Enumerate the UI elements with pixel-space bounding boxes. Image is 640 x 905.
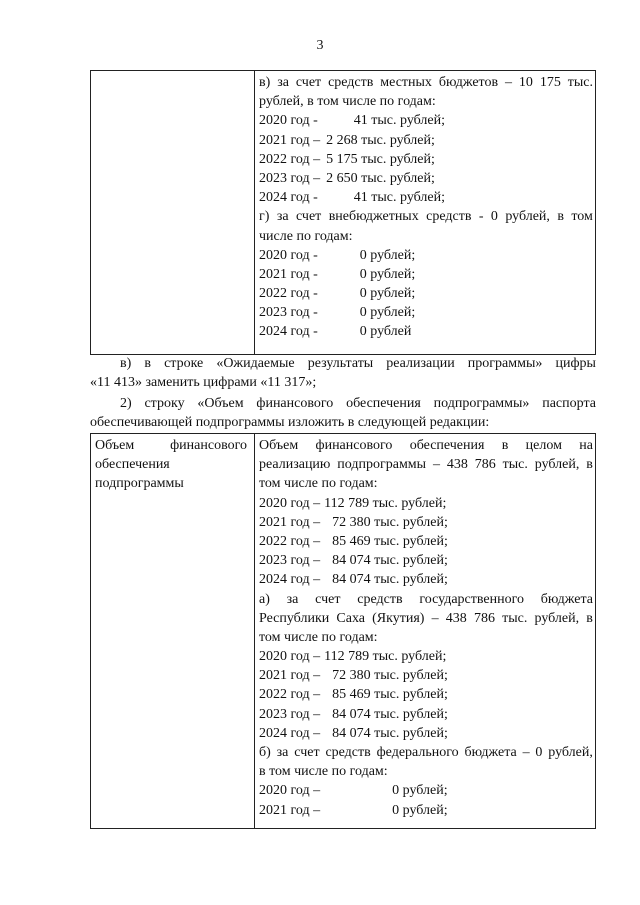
year-label: 2021 год –: [259, 668, 321, 684]
word: в: [557, 209, 564, 225]
word: «Объем: [197, 396, 244, 411]
word: Республики: [259, 610, 330, 626]
year-label: 2021 год –: [259, 132, 321, 148]
word: 786: [473, 610, 495, 626]
word: программы»: [467, 356, 543, 371]
word: на: [579, 438, 593, 453]
word: федерального: [376, 745, 459, 760]
amount-value: 2 650 тыс. рублей;: [326, 170, 435, 186]
word: бюджетов: [438, 75, 499, 90]
word: средств: [357, 591, 403, 607]
text-line: подпрограммы: [95, 476, 184, 492]
word: реализации: [386, 356, 455, 371]
amount-value: 84 074 тыс. рублей;: [332, 553, 448, 569]
table-column-divider: [254, 434, 255, 828]
word: за: [276, 209, 289, 225]
amount-value: 112 789 тыс. рублей;: [324, 495, 447, 511]
year-amount-line: [259, 513, 593, 532]
year-amount-line: [259, 647, 593, 666]
word: подпрограммы»: [433, 396, 530, 411]
paragraph-text-line: обеспечивающей подпрограммы изложить в следующей редакции:: [90, 415, 490, 431]
text-line: [259, 207, 593, 226]
text-line: [259, 436, 593, 455]
word: бюджета: [464, 745, 517, 760]
word: счет: [315, 591, 341, 607]
paragraph-expected-results: [90, 354, 596, 392]
word: реализацию: [259, 457, 331, 473]
year-amount-line: [259, 494, 593, 513]
word: внебюджетных: [328, 209, 419, 225]
amount-value: 2 268 тыс. рублей;: [326, 132, 435, 148]
year-label: 2022 год –: [259, 533, 321, 549]
word: паспорта: [542, 396, 596, 411]
year-label: 2021 год –: [259, 802, 321, 818]
word: тыс.: [502, 457, 528, 473]
amount-value: 84 074 тыс. рублей;: [332, 706, 448, 722]
word: Саха: [336, 610, 365, 626]
year-amount-line: [259, 724, 593, 743]
amount-value: 0 рублей;: [359, 266, 416, 282]
word: в: [144, 356, 151, 371]
word: финансового: [315, 438, 393, 453]
word: рублей,: [548, 745, 593, 760]
word: за: [276, 745, 289, 760]
amount-value: 85 469 тыс. рублей;: [332, 687, 448, 703]
word: а): [259, 591, 270, 607]
word: финансового: [170, 438, 247, 453]
word: счет: [295, 209, 322, 225]
year-amount-line: [259, 705, 593, 724]
word: счет: [295, 75, 322, 90]
word: 786: [474, 457, 496, 473]
table-cell-right: [259, 436, 593, 820]
table-cell-left: [95, 436, 247, 494]
year-label: 2024 год –: [259, 572, 321, 588]
year-amount-line: [259, 570, 593, 589]
year-amount-line: [259, 685, 593, 704]
word: строке: [164, 356, 204, 371]
text-line: том числе по годам:: [259, 476, 378, 492]
word: средств: [426, 209, 472, 225]
word: -: [478, 209, 484, 225]
year-label: 2023 год –: [259, 170, 321, 186]
paragraph-subprogram-funding: [90, 394, 596, 432]
table-column-divider: [254, 71, 255, 354]
word: обеспечения: [346, 396, 421, 411]
amount-value: 5 175 тыс. рублей;: [326, 151, 435, 167]
year-label: 2020 год -: [259, 113, 318, 129]
amount-value: 0 рублей: [359, 324, 412, 340]
word: обеспечения: [409, 438, 485, 453]
year-amount-line: [259, 666, 593, 685]
word: 0: [490, 209, 498, 225]
word: бюджета: [540, 591, 593, 607]
year-label: 2022 год -: [259, 286, 318, 302]
word: в: [501, 438, 509, 453]
paragraph-first-line: [90, 354, 596, 373]
amount-value: 0 рублей;: [359, 305, 416, 321]
year-amount-line: [259, 781, 593, 800]
text-line: [259, 73, 593, 92]
text-line: [259, 609, 593, 628]
text-line: [95, 436, 247, 455]
year-label: 2022 год –: [259, 687, 321, 703]
word: в: [586, 457, 593, 473]
year-amount-line: [259, 303, 593, 322]
year-label: 2020 год –: [259, 783, 321, 799]
paragraph-first-line: [90, 394, 596, 413]
amount-value: 41 тыс. рублей;: [353, 190, 446, 206]
year-amount-line: [259, 188, 593, 207]
word: в): [120, 356, 132, 371]
word: счет: [294, 745, 320, 760]
amount-value: 0 рублей;: [359, 286, 416, 302]
word: б): [259, 745, 271, 760]
word: г): [259, 209, 270, 225]
amount-value: 0 рублей;: [392, 783, 448, 799]
year-amount-line: [259, 169, 593, 188]
word: рублей,: [534, 457, 580, 473]
word: средств: [328, 75, 374, 90]
word: 10: [518, 75, 533, 90]
year-label: 2023 год -: [259, 305, 318, 321]
word: тыс.: [502, 610, 528, 626]
word: местных: [380, 75, 432, 90]
paragraph-text-line: «11 413» заменить цифрами «11 317»;: [90, 375, 317, 391]
word: –: [522, 745, 530, 760]
word: в): [259, 75, 271, 90]
word: 2): [120, 396, 132, 411]
word: за: [286, 591, 299, 607]
word: целом: [525, 438, 562, 453]
word: цифры: [555, 356, 596, 371]
word: Объем: [259, 438, 299, 453]
text-line: рублей, в том числе по годам:: [259, 94, 436, 110]
word: средств: [325, 745, 371, 760]
year-amount-line: [259, 801, 593, 820]
word: –: [431, 610, 439, 626]
year-label: 2022 год –: [259, 151, 321, 167]
amount-value: 0 рублей;: [359, 247, 416, 263]
amount-value: 41 тыс. рублей;: [353, 113, 446, 129]
year-label: 2021 год –: [259, 514, 321, 530]
word: рублей,: [505, 209, 550, 225]
year-label: 2024 год -: [259, 190, 318, 206]
year-label: 2024 год -: [259, 324, 318, 340]
word: 438: [446, 457, 468, 473]
year-label: 2020 год –: [259, 649, 321, 665]
word: государственного: [419, 591, 525, 607]
year-amount-line: [259, 322, 593, 341]
amount-value: 85 469 тыс. рублей;: [332, 533, 448, 549]
year-amount-line: [259, 284, 593, 303]
text-line: [259, 455, 593, 474]
year-label: 2020 год -: [259, 247, 318, 263]
year-amount-line: [259, 532, 593, 551]
table-subprogram-funding: [90, 433, 596, 829]
word: результаты: [307, 356, 374, 371]
word: 175: [539, 75, 561, 90]
year-amount-line: [259, 265, 593, 284]
amount-value: 84 074 тыс. рублей;: [332, 725, 448, 741]
word: Объем: [95, 438, 135, 453]
year-label: 2023 год –: [259, 706, 321, 722]
amount-value: 72 380 тыс. рублей;: [332, 514, 448, 530]
amount-value: 84 074 тыс. рублей;: [332, 572, 448, 588]
year-amount-line: [259, 551, 593, 570]
word: –: [505, 75, 512, 90]
word: 0: [535, 745, 543, 760]
amount-value: 0 рублей;: [392, 802, 448, 818]
word: тыс.: [567, 75, 593, 90]
table-funding-local: [90, 70, 596, 355]
word: (Якутия): [372, 610, 425, 626]
word: финансового: [256, 396, 334, 411]
word: –: [432, 457, 440, 473]
word: подпрограммы: [337, 457, 427, 473]
word: 438: [445, 610, 467, 626]
table-cell-right: [259, 73, 593, 342]
word: «Ожидаемые: [216, 356, 295, 371]
text-line: [259, 590, 593, 609]
text-line: том числе по годам:: [259, 629, 378, 645]
text-line: обеспечения: [95, 457, 170, 473]
word: в: [586, 610, 593, 626]
year-amount-line: [259, 246, 593, 265]
word: строку: [144, 396, 185, 411]
year-label: 2020 год –: [259, 495, 321, 511]
word: за: [277, 75, 289, 90]
text-line: [259, 743, 593, 762]
text-line: числе по годам:: [259, 228, 353, 244]
year-label: 2021 год -: [259, 266, 318, 282]
year-amount-line: [259, 150, 593, 169]
amount-value: 112 789 тыс. рублей;: [324, 649, 447, 665]
word: том: [571, 209, 593, 225]
word: рублей,: [534, 610, 580, 626]
text-line: в том числе по годам:: [259, 764, 388, 780]
year-amount-line: [259, 111, 593, 130]
year-label: 2024 год –: [259, 725, 321, 741]
page-number: 3: [316, 38, 324, 53]
amount-value: 72 380 тыс. рублей;: [332, 668, 448, 684]
year-label: 2023 год –: [259, 553, 321, 569]
year-amount-line: [259, 131, 593, 150]
